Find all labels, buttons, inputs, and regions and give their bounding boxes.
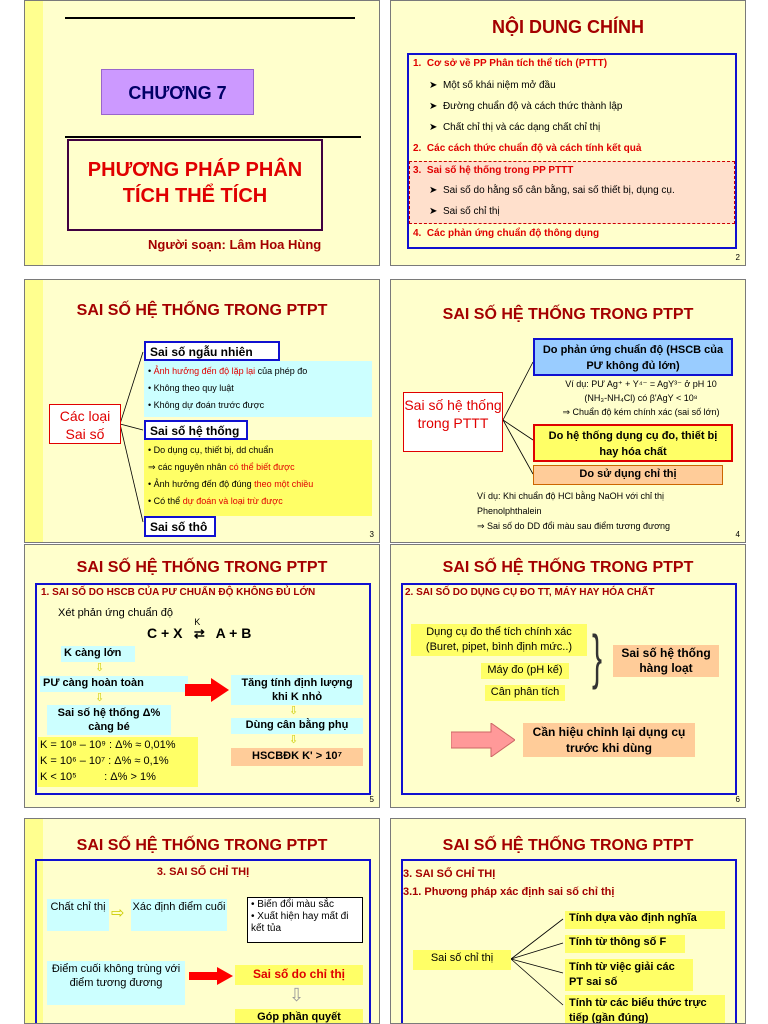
indicator-error: Sai số do chỉ thị (235, 965, 363, 985)
slide-2 (390, 0, 746, 266)
endpoint-signs: • Biến đổi màu sắc • Xuất hiện hay mất đi kết tủa (247, 897, 363, 943)
conditional-constant: HSCBĐK K' > 10⁷ (231, 748, 363, 766)
balance: Cân phân tích (485, 685, 565, 701)
down-arrow-icon: ⇩ (289, 734, 299, 746)
page-number: 5 (369, 795, 374, 804)
cause-indicator: Do sử dụng chỉ thị (533, 465, 723, 485)
systematic-error-details: • Do dụng cụ, thiết bị, dd chuẩn ⇒ các nguyên nhân có thể biết được • Ảnh hưởng đến độ đúng theo một chiều • Có thể dự đoán và loại trừ được (144, 440, 372, 516)
right-arrow-icon (189, 967, 233, 985)
step-complete: PƯ càng hoàn toàn (40, 676, 188, 692)
example-reaction: Ví dụ: PƯ Ag⁺ + Y⁴⁻ = AgY³⁻ ở pH 10 (NH₃-NH₄Cl) có β'AgY < 10⁸ ⇒ Chuẩn độ kém chính xác (sai số lớn) (562, 379, 720, 417)
slide-3 (24, 279, 380, 543)
method-definition: Tính dựa vào định nghĩa (565, 911, 725, 929)
right-arrow-icon (185, 678, 229, 702)
toc-subitem: ➤ Sai số do hằng số cân bằng, sai số thiết bị, dụng cụ. (429, 185, 675, 196)
left-bar (25, 1, 43, 266)
slide-title: SAI SỐ HỆ THỐNG TRONG PTPT (442, 837, 694, 854)
section-heading: 3. SAI SỐ CHỈ THỊ (403, 868, 496, 880)
use-side-equilibrium: Dùng cân bằng phụ (231, 718, 363, 734)
batch-systematic-error: Sai số hệ thống hàng loạt (613, 645, 719, 677)
toc-item-4: 4. Các phản ứng chuẩn độ thông dụng (413, 228, 600, 239)
subsection-heading: 3.1. Phương pháp xác định sai số chỉ thị (403, 886, 615, 898)
toc-item-3: 3. Sai số hệ thống trong PP PTTT (413, 165, 574, 176)
method-equations: Tính từ việc giải các PT sai số (565, 959, 693, 991)
toc-subitem: ➤ Một số khái niệm mở đầu (429, 80, 556, 91)
chapter-label: CHƯƠNG 7 (101, 69, 254, 115)
slide-title: SAI SỐ HỆ THỐNG TRONG PTPT (76, 302, 328, 319)
slide-title: SAI SỐ HỆ THỐNG TRONG PTPT (442, 559, 694, 576)
calibrate-action: Cần hiệu chỉnh lại dụng cụ trước khi dùng (523, 723, 695, 757)
section-heading: 2. SAI SỐ DO DỤNG CỤ ĐO TT, MÁY HAY HÓA CHẤT (405, 587, 655, 598)
toc-subitem: ➤ Đường chuẩn độ và cách thức thành lập (429, 101, 623, 112)
reaction-equation: C + X ⇄ K A + B (147, 617, 252, 641)
slide-title: NỘI DUNG CHÍNH (492, 17, 644, 37)
volumetric-instruments: Dụng cụ đo thể tích chính xác (Buret, pipet, bình định mức..) (411, 624, 587, 656)
slide-4 (390, 279, 746, 543)
indicator-error-root: Sai số chỉ thị (413, 950, 511, 970)
slide-8 (390, 818, 746, 1024)
right-arrow-icon: ⇨ (111, 905, 125, 922)
right-arrow-icon (451, 723, 515, 757)
intro-text: Xét phản ứng chuẩn độ (58, 607, 174, 619)
slide-title: SAI SỐ HỆ THỐNG TRONG PTPT (76, 559, 328, 576)
section-heading: 3. SAI SỐ CHỈ THỊ (156, 866, 250, 878)
endpoint-mismatch: Điểm cuối không trùng với điểm tương đương (47, 961, 185, 1005)
slide-5 (24, 544, 380, 808)
slide-1 (24, 0, 380, 266)
toc-subitem: ➤ Chất chỉ thị và các dạng chất chỉ thị (429, 122, 601, 133)
step-k-large: K càng lớn (61, 646, 135, 662)
content-frame (401, 583, 737, 795)
page-number: 4 (735, 530, 740, 539)
page-number: 2 (735, 253, 740, 262)
page-number: 3 (369, 530, 374, 539)
gross-error-title: Sai số thô (144, 516, 216, 537)
step-small-error: Sai số hệ thống Δ% càng bé (47, 705, 171, 735)
down-arrow-icon: ⇩ (95, 662, 105, 674)
endpoint-box: Xác định điểm cuối (131, 899, 227, 931)
increase-quant: Tăng tính định lượng khi K nhỏ (231, 675, 363, 705)
cause-reaction: Do phản ứng chuẩn độ (HSCB của PƯ không đủ lớn) (533, 338, 733, 376)
slide-6 (390, 544, 746, 808)
contributes-box: Góp phần quyết (235, 1009, 363, 1024)
toc-subitem: ➤ Sai số chỉ thị (429, 206, 500, 217)
down-arrow-icon: ⇩ (289, 705, 299, 717)
toc-item-2: 2. Các cách thức chuẩn độ và cách tính kết quả (413, 143, 642, 154)
author: Người soạn: Lâm Hoa Hùng (148, 237, 322, 252)
chapter-title: PHƯƠNG PHÁP PHÂN TÍCH THỂ TÍCH (67, 139, 323, 231)
systematic-error-label: Sai số hệ thống trong PTTT (403, 392, 503, 452)
brace: } (592, 623, 603, 690)
section-heading: 1. SAI SỐ DO HSCB CỦA PƯ CHUẨN ĐỘ KHÔNG ĐỦ LỚN (41, 587, 316, 598)
cause-instruments: Do hệ thống dụng cụ đo, thiết bị hay hóa chất (533, 424, 733, 462)
slide-title: SAI SỐ HỆ THỐNG TRONG PTPT (76, 837, 328, 854)
method-f-parameter: Tính từ thông số F (565, 935, 685, 953)
slide-7 (24, 818, 380, 1024)
toc-item-1: 1. Cơ sở về PP Phân tích thể tích (PTTT) (413, 58, 608, 69)
slide-title: SAI SỐ HỆ THỐNG TRONG PTPT (442, 306, 694, 323)
down-arrow-icon: ⇩ (289, 985, 305, 1005)
error-types-label: Các loại Sai số (49, 404, 121, 444)
title-underline (65, 136, 361, 138)
top-rule (65, 17, 355, 19)
systematic-error-title: Sai số hệ thống (144, 420, 248, 440)
method-direct-expressions: Tính từ các biểu thức trực tiếp (gần đúng) (565, 995, 725, 1024)
down-arrow-icon: ⇩ (95, 692, 105, 704)
indicator-box: Chất chỉ thị (47, 899, 109, 931)
ph-meter: Máy đo (pH kế) (481, 663, 569, 679)
page-number: 6 (735, 795, 740, 804)
random-error-details: • Ảnh hưởng đến độ lặp lại của phép đo • Không theo quy luật • Không dự đoán trước được (144, 361, 372, 417)
random-error-title: Sai số ngẫu nhiên (144, 341, 280, 361)
k-ranges: K = 10⁸ – 10⁹ : Δ% ≈ 0,01% K = 10⁶ – 10⁷ : Δ% ≈ 0,1% K < 10⁵ : Δ% > 1% (38, 737, 198, 787)
example-indicator: Ví dụ: Khi chuẩn độ HCl bằng NaOH với chỉ thị Phenolphthalein ⇒ Sai số do DD đổi màu sau điểm tương đương (477, 491, 670, 531)
